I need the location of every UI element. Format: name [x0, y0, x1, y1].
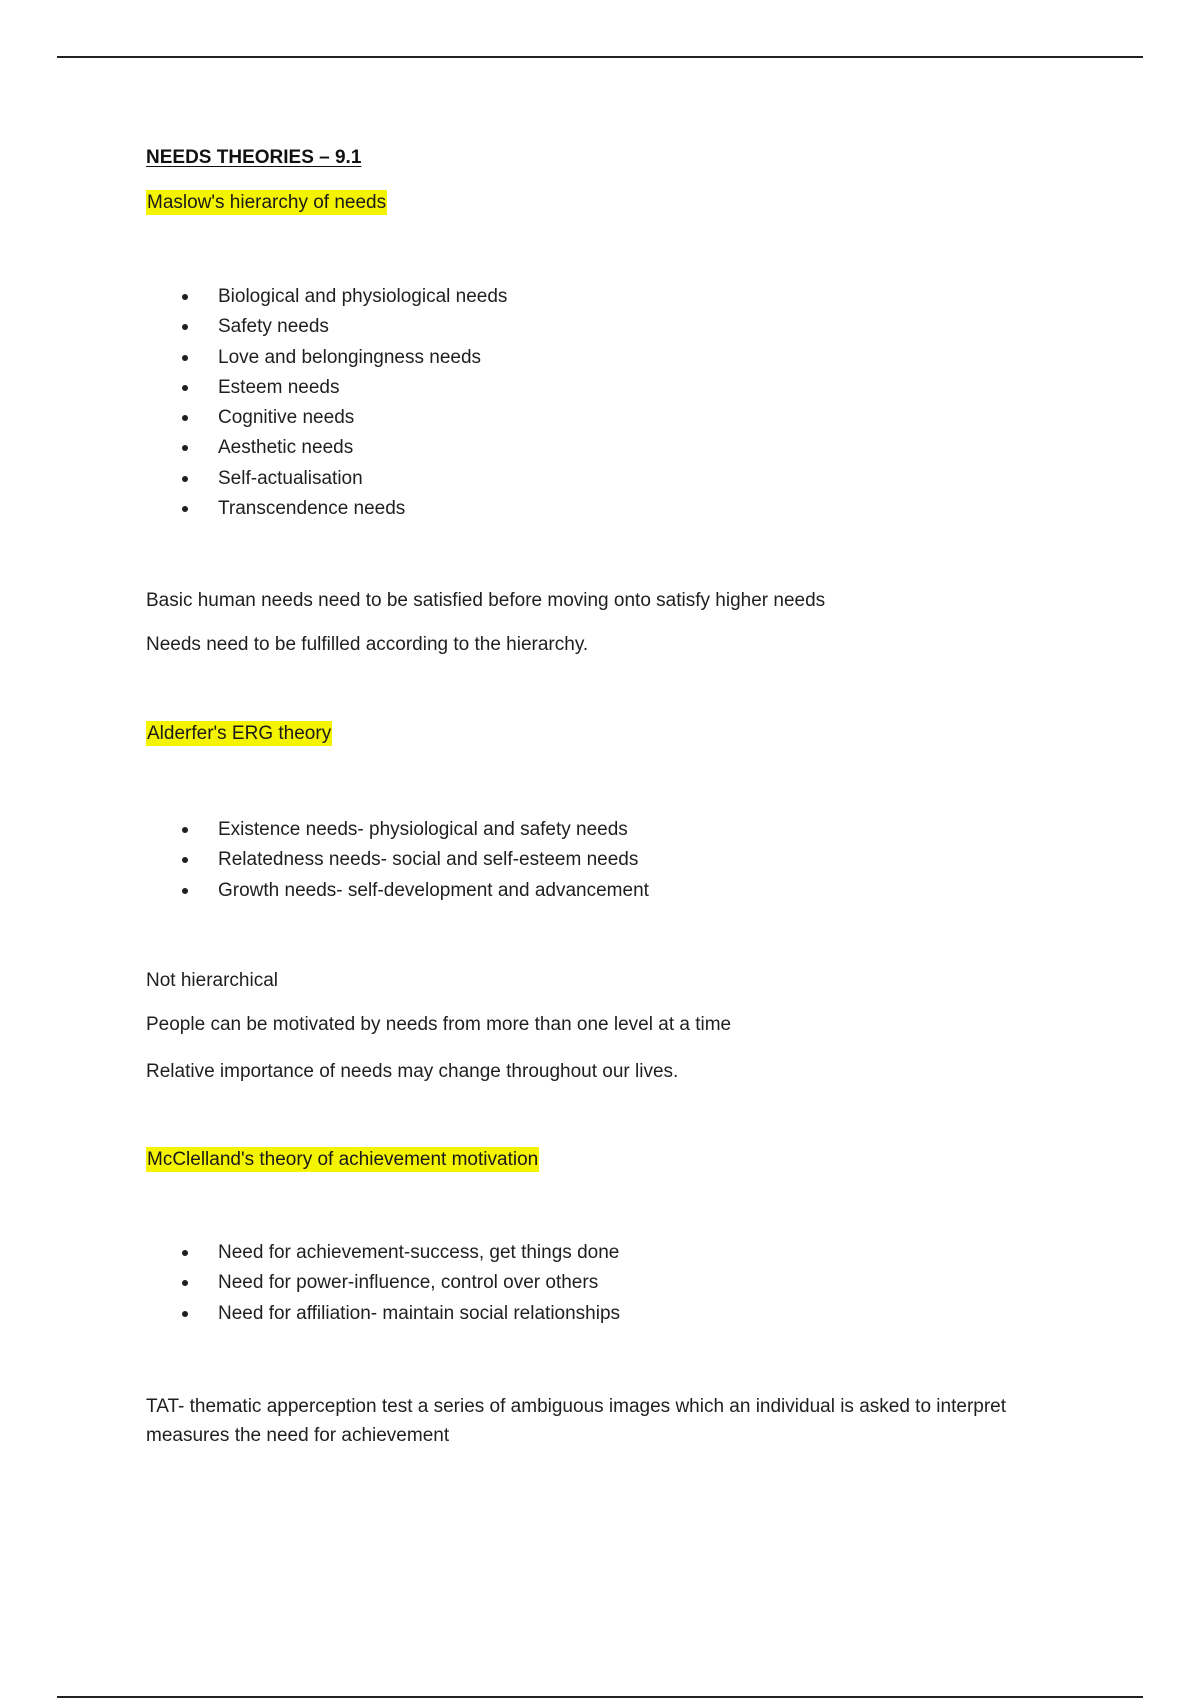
- bullet-icon: [182, 506, 188, 512]
- mcclelland-heading: [146, 1149, 539, 1171]
- bullet-icon: [182, 1280, 188, 1286]
- bullet-icon: [182, 415, 188, 421]
- list-item: Love and belongingness needs: [146, 343, 507, 373]
- list-item: Esteem needs: [146, 373, 507, 403]
- bullet-icon: [182, 1250, 188, 1256]
- bullet-icon: [182, 888, 188, 894]
- list-item: Safety needs: [146, 312, 507, 342]
- maslow-heading: [146, 192, 387, 214]
- alderfer-heading: [146, 723, 332, 745]
- bullet-icon: [182, 324, 188, 330]
- bullet-icon: [182, 476, 188, 482]
- list-item: Cognitive needs: [146, 403, 507, 433]
- alderfer-paragraph: Relative importance of needs may change throughout our lives.: [146, 1061, 679, 1082]
- bullet-icon: [182, 827, 188, 833]
- bullet-icon: [182, 385, 188, 391]
- mcclelland-heading-text: McClelland's theory of achievement motivation: [147, 1149, 539, 1170]
- alderfer-paragraph: People can be motivated by needs from more than one level at a time: [146, 1014, 732, 1035]
- alderfer-heading-text: Alderfer's ERG theory: [147, 723, 332, 744]
- bullet-icon: [182, 857, 188, 863]
- maslow-paragraph: Basic human needs need to be satisfied before moving onto satisfy higher needs: [146, 590, 826, 611]
- bullet-icon: [182, 355, 188, 361]
- list-item: Aesthetic needs: [146, 433, 507, 463]
- maslow-bullet-list: [146, 282, 507, 524]
- bullet-icon: [182, 1311, 188, 1317]
- top-rule: [57, 56, 1143, 58]
- maslow-paragraph: Needs need to be fulfilled according to the hierarchy.: [146, 634, 589, 655]
- list-item: Need for power-influence, control over others: [146, 1268, 620, 1298]
- list-item: Relatedness needs- social and self-esteem needs: [146, 845, 649, 875]
- list-item: Self-actualisation: [146, 464, 507, 494]
- list-item: Need for achievement-success, get things done: [146, 1238, 620, 1268]
- mcclelland-paragraph: TAT- thematic apperception test a series of ambiguous images which an individual is asked to interpret measures the need for achievement: [146, 1396, 1007, 1446]
- bullet-icon: [182, 445, 188, 451]
- alderfer-paragraph: Not hierarchical: [146, 970, 278, 991]
- maslow-heading-text: Maslow's hierarchy of needs: [147, 192, 387, 213]
- bullet-icon: [182, 294, 188, 300]
- bottom-rule: [57, 1696, 1143, 1698]
- list-item: Transcendence needs: [146, 494, 507, 524]
- list-item: Growth needs- self-development and advancement: [146, 876, 649, 906]
- alderfer-bullet-list: [146, 815, 649, 906]
- list-item: Need for affiliation- maintain social relationships: [146, 1299, 620, 1329]
- list-item: Existence needs- physiological and safety needs: [146, 815, 649, 845]
- document-title: NEEDS THEORIES – 9.1: [146, 147, 362, 168]
- list-item: Biological and physiological needs: [146, 282, 507, 312]
- mcclelland-bullet-list: [146, 1238, 620, 1329]
